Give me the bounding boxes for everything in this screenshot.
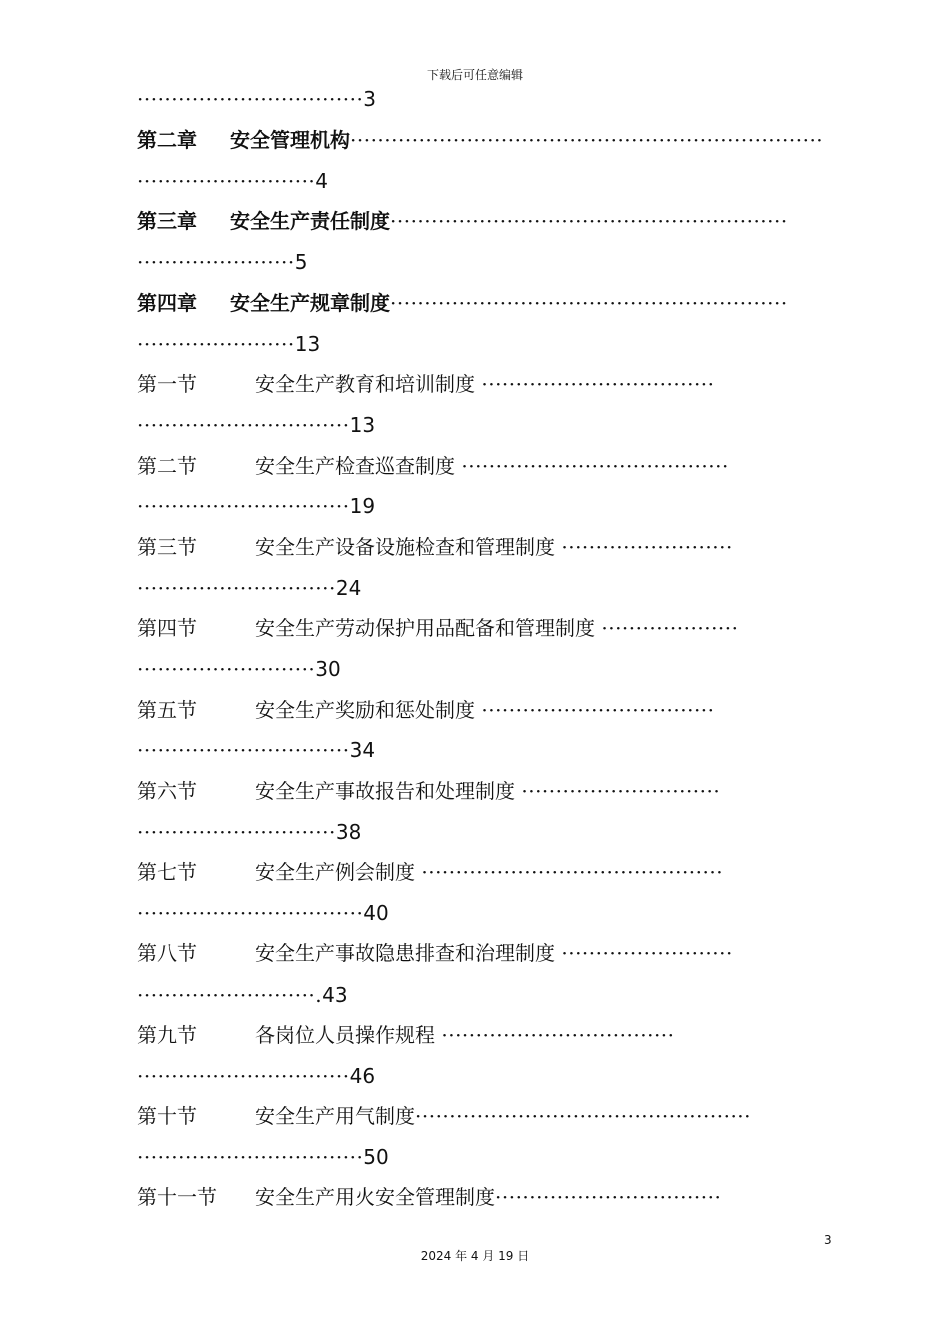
leader-dots: ·························· xyxy=(137,169,316,193)
page-header: 下载后可任意编辑 xyxy=(426,68,523,82)
toc-section-2[interactable] xyxy=(137,451,831,481)
leader-dots: ·························· xyxy=(137,657,316,681)
toc-continuation xyxy=(137,817,831,847)
page-ref: 30 xyxy=(315,657,341,681)
leader-dots: ·························································· xyxy=(390,209,788,233)
toc-section-10[interactable] xyxy=(137,1101,831,1131)
leader-dots: ·································· xyxy=(441,1023,675,1047)
leader-dots: ····························· xyxy=(137,820,336,844)
section-label: 第五节 xyxy=(137,698,197,722)
section-label: 第三节 xyxy=(137,535,197,559)
toc-continuation xyxy=(137,410,831,440)
leader-dots: ············································ xyxy=(421,860,724,884)
toc-section-5[interactable] xyxy=(137,695,831,725)
chapter-title: 安全生产规章制度 xyxy=(230,291,390,315)
leader-dots: ······························· xyxy=(137,1064,350,1088)
page-number: 3 xyxy=(824,1233,832,1247)
leader-dots: ······················· xyxy=(137,332,295,356)
leader-dots: ·························································· xyxy=(390,291,788,315)
section-title: 安全生产检查巡查制度 xyxy=(255,454,462,478)
page-ref: 13 xyxy=(349,413,376,437)
page-ref: 38 xyxy=(335,820,362,844)
leader-dots: ······························· xyxy=(137,494,350,518)
leader-dots: ······················· xyxy=(137,250,295,274)
footer-date: 2024 年 4 月 19 日 xyxy=(420,1249,530,1263)
leader-dots: ····························· xyxy=(137,576,336,600)
page-ref: 43 xyxy=(322,983,348,1007)
section-title: 安全生产例会制度 xyxy=(255,860,422,884)
section-label: 第八节 xyxy=(137,941,197,965)
toc-continuation xyxy=(137,1142,831,1172)
leader-dots: ································· xyxy=(137,87,364,111)
toc-section-6[interactable] xyxy=(137,776,831,806)
section-title: 安全生产奖励和惩处制度 xyxy=(255,698,482,722)
page-ref: 34 xyxy=(349,738,376,762)
chapter-title: 安全管理机构 xyxy=(230,128,350,152)
section-label: 第九节 xyxy=(137,1023,197,1047)
toc-continuation xyxy=(137,1061,831,1091)
leader-dots: ····························· xyxy=(521,779,721,803)
section-label: 第十一节 xyxy=(137,1185,217,1209)
leader-dots: ······························· xyxy=(137,738,350,762)
section-title: 安全生产用气制度 xyxy=(255,1104,415,1128)
page-ref: 5 xyxy=(294,250,308,274)
toc-chapter-2[interactable] xyxy=(137,125,831,155)
section-title: 安全生产事故报告和处理制度 xyxy=(255,779,522,803)
section-title: 安全生产用火安全管理制度 xyxy=(255,1185,495,1209)
toc-section-1[interactable] xyxy=(137,369,831,399)
toc-continuation xyxy=(137,329,831,359)
chapter-label: 第二章 xyxy=(137,128,197,152)
toc-section-7[interactable] xyxy=(137,857,831,887)
section-title: 安全生产教育和培训制度 xyxy=(255,372,482,396)
toc-section-11[interactable] xyxy=(137,1182,831,1212)
toc-section-3[interactable] xyxy=(137,532,831,562)
section-label: 第六节 xyxy=(137,779,197,803)
page-ref: 46 xyxy=(349,1064,376,1088)
section-label: 第十节 xyxy=(137,1104,197,1128)
leader-dots: ························· xyxy=(561,535,733,559)
section-label: 第一节 xyxy=(137,372,197,396)
page-ref: 19 xyxy=(349,494,376,518)
leader-dots: ························· xyxy=(561,941,733,965)
section-label: 第七节 xyxy=(137,860,197,884)
toc-chapter-3[interactable] xyxy=(137,206,831,236)
page-ref: 40 xyxy=(363,901,389,925)
toc-section-4[interactable] xyxy=(137,613,831,643)
toc-continuation xyxy=(137,491,831,521)
leader-dots: ································· xyxy=(137,1145,364,1169)
leader-dots: ·································· xyxy=(481,698,715,722)
leader-dots: ····································································· xyxy=(350,128,824,152)
toc-continuation xyxy=(137,573,831,603)
chapter-label: 第三章 xyxy=(137,209,197,233)
page-ref: 3 xyxy=(363,87,377,111)
leader-dots: ······································· xyxy=(461,454,729,478)
leader-dots: ································· xyxy=(137,901,364,925)
leader-dots: ··························. xyxy=(137,983,323,1007)
toc-section-9[interactable] xyxy=(137,1020,831,1050)
section-label: 第四节 xyxy=(137,616,197,640)
page-ref: 13 xyxy=(294,332,321,356)
toc-continuation xyxy=(137,735,831,765)
leader-dots: ·································· xyxy=(481,372,715,396)
toc-continuation xyxy=(137,898,831,928)
page-ref: 4 xyxy=(315,169,329,193)
section-title: 安全生产事故隐患排查和治理制度 xyxy=(255,941,562,965)
chapter-label: 第四章 xyxy=(137,291,197,315)
leader-dots: ······························· xyxy=(137,413,350,437)
toc-continuation xyxy=(137,84,831,114)
toc-section-8[interactable] xyxy=(137,938,831,968)
toc-continuation xyxy=(137,980,831,1010)
toc-continuation xyxy=(137,247,831,277)
page-ref: 24 xyxy=(335,576,362,600)
toc-continuation xyxy=(137,654,831,684)
section-title: 安全生产设备设施检查和管理制度 xyxy=(255,535,562,559)
toc-continuation xyxy=(137,166,831,196)
leader-dots: ···················· xyxy=(601,616,739,640)
section-title: 各岗位人员操作规程 xyxy=(255,1023,442,1047)
chapter-title: 安全生产责任制度 xyxy=(230,209,390,233)
page-ref: 50 xyxy=(363,1145,389,1169)
leader-dots: ················································· xyxy=(415,1104,752,1128)
leader-dots: ································· xyxy=(495,1185,722,1209)
toc-chapter-4[interactable] xyxy=(137,288,831,318)
section-title: 安全生产劳动保护用品配备和管理制度 xyxy=(255,616,602,640)
section-label: 第二节 xyxy=(137,454,197,478)
